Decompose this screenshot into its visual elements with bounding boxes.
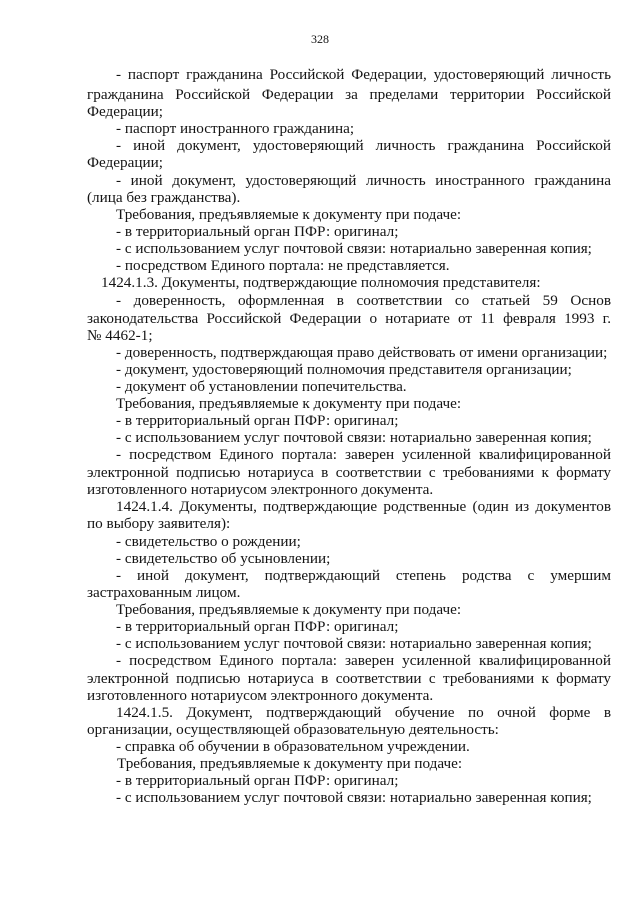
text-line: - свидетельство об усыновлении; (116, 550, 331, 567)
text-line: законодательства Российской Федерации о нотариате от 11 февраля 1993 г. (87, 310, 611, 327)
text-line: Федерации; (87, 103, 163, 120)
text-line: - паспорт гражданина Российской Федерации, удостоверяющий личность (116, 66, 611, 83)
text-line: - посредством Единого портала: заверен усиленной квалифицированной (116, 652, 611, 669)
text-line: 1424.1.4. Документы, подтверждающие родственные (один из документов (116, 498, 611, 515)
text-line: электронной подписью нотариуса в соответствии с требованиями к формату (87, 464, 611, 481)
text-line: изготовленного нотариусом электронного документа. (87, 687, 434, 704)
text-line: - документ об установлении попечительства. (116, 378, 407, 395)
text-line: Требования, предъявляемые к документу при подаче: (116, 601, 462, 618)
text-line: - с использованием услуг почтовой связи: нотариально заверенная копия; (116, 240, 592, 257)
text-line: - иной документ, подтверждающий степень родства с умершим (116, 567, 611, 584)
text-line: Требования, предъявляемые к документу при подаче: (116, 395, 462, 412)
text-line: № 4462-1; (87, 327, 153, 344)
text-line: застрахованным лицом. (87, 584, 241, 601)
text-line: Требования, предъявляемые к документу при подаче: (117, 755, 463, 772)
text-line: - посредством Единого портала: заверен усиленной квалифицированной (116, 446, 611, 463)
text-line: (лица без гражданства). (87, 189, 241, 206)
text-line: - иной документ, удостоверяющий личность гражданина Российской (116, 137, 611, 154)
text-line: - в территориальный орган ПФР: оригинал; (116, 618, 399, 635)
text-line: - в территориальный орган ПФР: оригинал; (116, 412, 399, 429)
text-line: - доверенность, оформленная в соответствии со статьей 59 Основ (116, 292, 611, 309)
text-line: 1424.1.3. Документы, подтверждающие полномочия представителя: (101, 274, 541, 291)
text-line: - свидетельство о рождении; (116, 533, 301, 550)
text-line: гражданина Российской Федерации за пределами территории Российской (87, 86, 611, 103)
text-line: - в территориальный орган ПФР: оригинал; (116, 223, 399, 240)
text-line: Федерации; (87, 154, 163, 171)
text-line: - с использованием услуг почтовой связи: нотариально заверенная копия; (116, 635, 592, 652)
text-line: - доверенность, подтверждающая право действовать от имени организации; (116, 344, 608, 361)
text-line: - посредством Единого портала: не представляется. (116, 257, 450, 274)
text-line: - паспорт иностранного гражданина; (116, 120, 355, 137)
text-line: - в территориальный орган ПФР: оригинал; (116, 772, 399, 789)
page-number: 328 (311, 32, 329, 46)
text-line: организации, осуществляющей образовательную деятельность: (87, 721, 499, 738)
text-line: по выбору заявителя): (87, 515, 231, 532)
text-line: - справка об обучении в образовательном учреждении. (116, 738, 470, 755)
text-line: - документ, удостоверяющий полномочия представителя организации; (116, 361, 572, 378)
text-line: электронной подписью нотариуса в соответствии с требованиями к формату (87, 670, 611, 687)
text-line: Требования, предъявляемые к документу при подаче: (116, 206, 462, 223)
text-line: 1424.1.5. Документ, подтверждающий обучение по очной форме в (116, 704, 611, 721)
text-line: - иной документ, удостоверяющий личность иностранного гражданина (116, 172, 611, 189)
text-line: - с использованием услуг почтовой связи: нотариально заверенная копия; (116, 429, 592, 446)
text-line: изготовленного нотариусом электронного документа. (87, 481, 434, 498)
text-line: - с использованием услуг почтовой связи: нотариально заверенная копия; (116, 789, 592, 806)
